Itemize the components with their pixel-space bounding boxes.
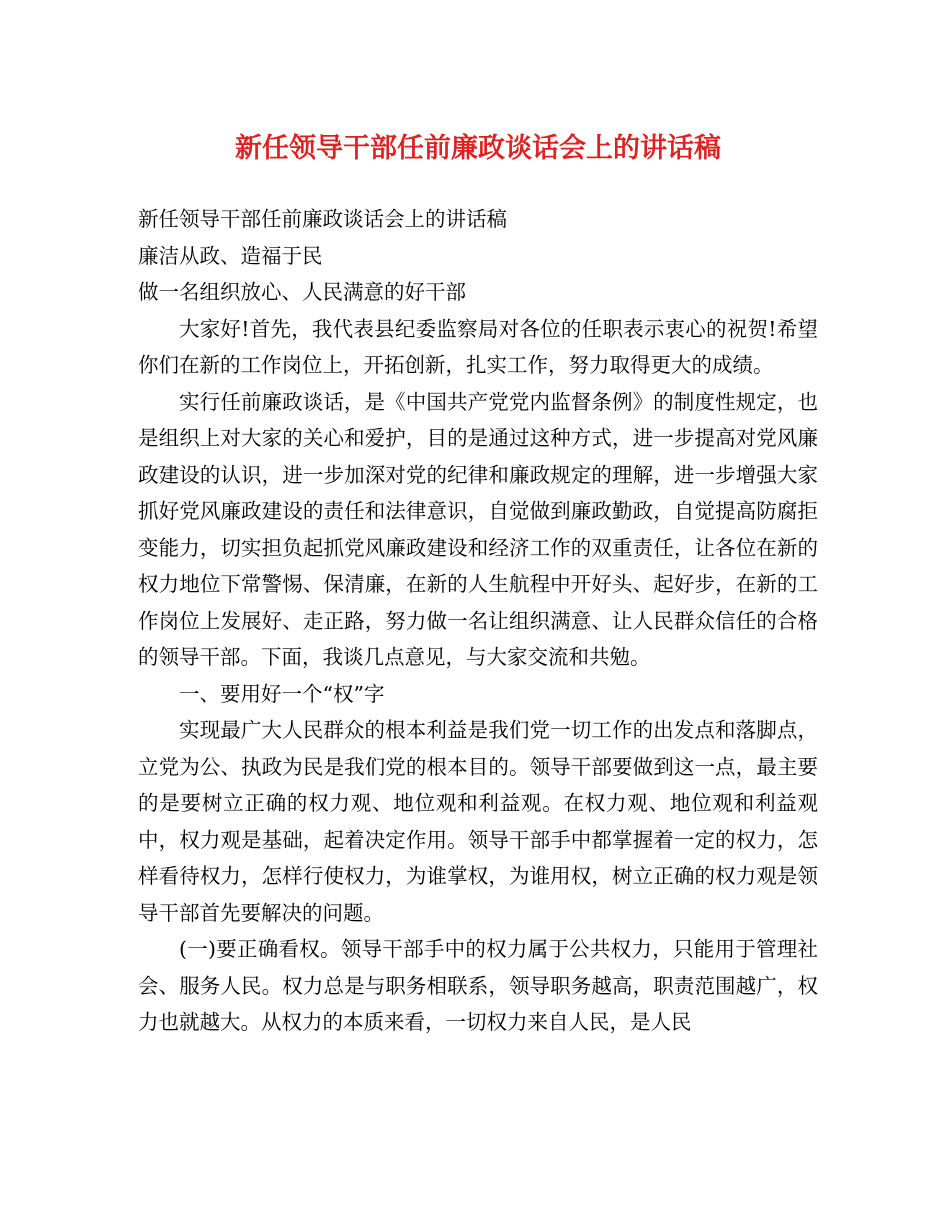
header-line-1: 新任领导干部任前廉政谈话会上的讲话稿 [138,207,507,231]
paragraph-power-view: 实现最广大人民群众的根本利益是我们党一切工作的出发点和落脚点，立党为公、执政为民是我们党的根本目的。领导干部要做到这一点，最主要的是要树立正确的权力观、地位观和利益观。在权力观、地位观和利益观中，权力观是基础，起着决定作用。领导干部手中都掌握着一定的权力，怎样看待权力，怎样行使权力，为谁掌权，为谁用权，树立正确的权力观是领导干部首先要解决的问题。 [138,718,818,925]
paragraph-purpose: 实行任前廉政谈话，是《中国共产党党内监督条例》的制度性规定，也是组织上对大家的关心和爱护，目的是通过这种方式，进一步提高对党风廉政建设的认识，进一步加深对党的纪律和廉政规定的理解，进一步增强大家抓好党风廉政建设的责任和法律意识，自觉做到廉政勤政，自觉提高防腐拒变能力，切实担负起抓党风廉政建设和经济工作的双重责任，让各位在新的权力地位下常警惕、保清廉，在新的人生航程中开好头、起好步，在新的工作岗位上发展好、走正路，努力做一名让组织满意、让人民群众信任的合格的领导干部。下面，我谈几点意见，与大家交流和共勉。 [138,389,818,669]
section-heading-1: 一、要用好一个“权”字 [179,681,385,706]
header-line-3: 做一名组织放心、人民满意的好干部 [138,280,466,304]
paragraph-view-power: (一)要正确看权。领导干部手中的权力属于公共权力，只能用于管理社会、服务人民。权力总是与职务相联系，领导职务越高，职责范围越广，权力也就越大。从权力的本质来看，一切权力来自人民，是人民 [138,937,818,1034]
header-line-2: 廉洁从政、造福于民 [138,243,323,268]
document-title: 新任领导干部任前廉政谈话会上的讲话稿 [235,133,721,164]
document-body [138,201,818,1041]
paragraph-greeting: 大家好!首先，我代表县纪委监察局对各位的任职表示衷心的祝贺!希望你们在新的工作岗位上，开拓创新，扎实工作，努力取得更大的成绩。 [138,316,818,377]
